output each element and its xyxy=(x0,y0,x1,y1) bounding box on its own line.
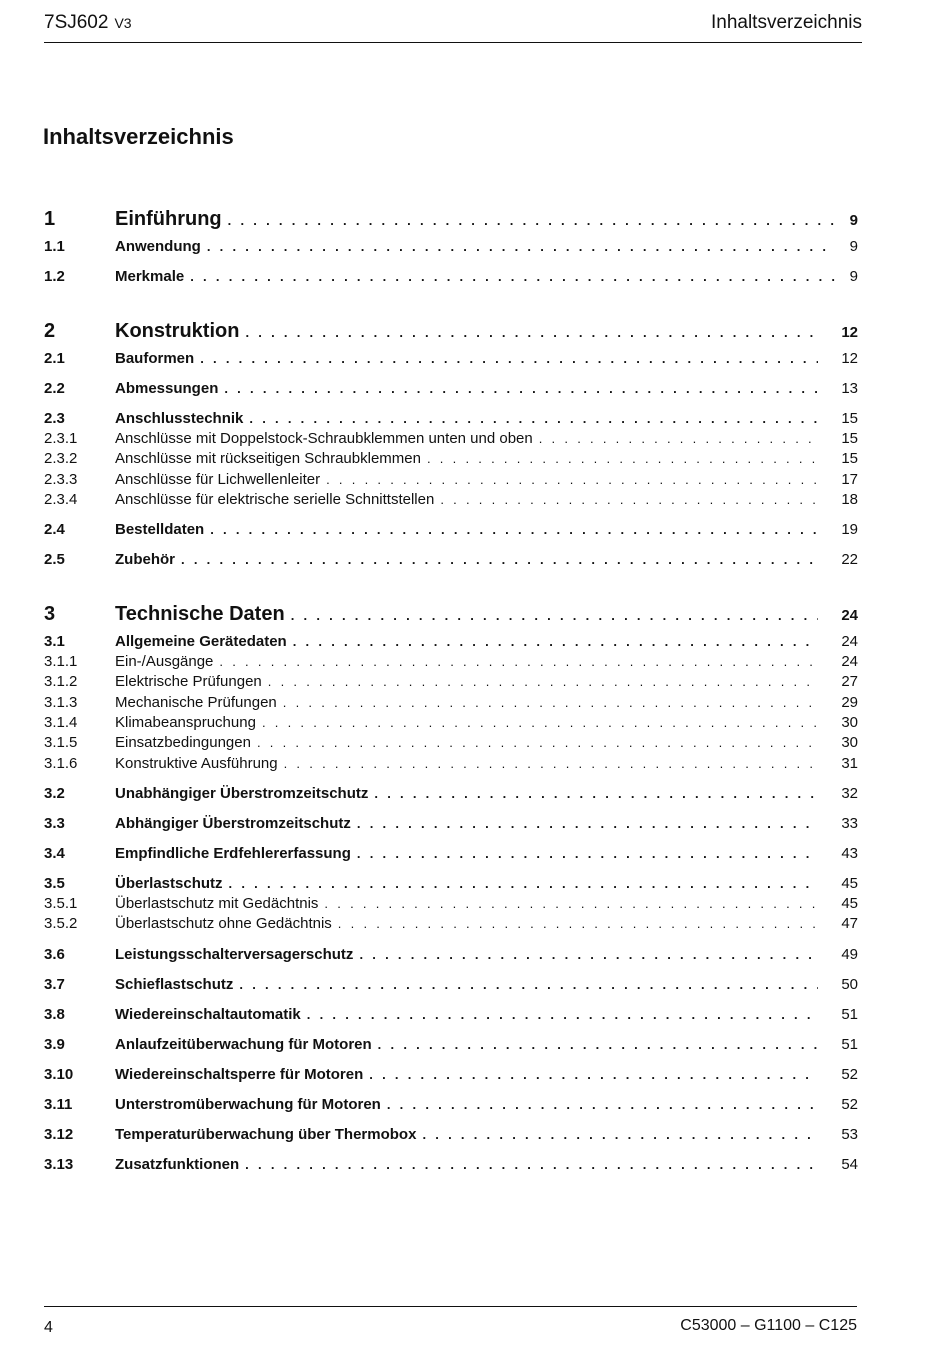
toc-chapter xyxy=(44,598,858,1174)
toc-entry-number: 3.1.4 xyxy=(44,714,78,732)
toc-entry-number: 3.1 xyxy=(44,633,65,651)
dot-leader xyxy=(207,237,836,257)
dot-leader xyxy=(378,1035,818,1055)
toc-entry-number: 3.10 xyxy=(44,1065,74,1083)
toc-entry[interactable] xyxy=(44,1095,858,1115)
dot-leader xyxy=(326,470,818,490)
toc-entry-title: Mechanische Prüfungen xyxy=(115,693,277,711)
toc-entry-number: 2.4 xyxy=(44,521,65,539)
dot-leader xyxy=(219,652,818,672)
toc-entry-title: Anschlusstechnik xyxy=(115,410,244,427)
toc-entry-page: 51 xyxy=(841,1005,858,1023)
toc-entry-title: Ein-/Ausgänge xyxy=(115,653,214,671)
toc-entry-page: 51 xyxy=(841,1035,858,1053)
toc-entry-page: 49 xyxy=(841,945,858,963)
toc-entry-page: 15 xyxy=(841,430,858,447)
toc-entry[interactable] xyxy=(44,315,858,347)
toc-entry-number: 3.13 xyxy=(44,1155,74,1173)
toc-entry[interactable] xyxy=(44,349,858,369)
toc-entry[interactable] xyxy=(44,693,858,713)
toc-entry-title: Überlastschutz xyxy=(115,874,223,892)
page-footer xyxy=(44,1306,857,1336)
toc-entry[interactable] xyxy=(44,429,858,449)
toc-entry[interactable] xyxy=(44,975,858,995)
toc-entry[interactable] xyxy=(44,203,858,235)
toc-entry-title: Anlaufzeitüberwachung für Motoren xyxy=(115,1035,372,1053)
toc-entry-page: 33 xyxy=(841,814,858,832)
toc-entry[interactable] xyxy=(44,449,858,469)
toc-entry-title: Allgemeine Gerätedaten xyxy=(115,633,287,651)
dot-leader xyxy=(262,713,818,733)
dot-leader xyxy=(359,945,818,965)
toc-entry[interactable] xyxy=(44,914,858,934)
toc-entry-number: 3.2 xyxy=(44,784,65,802)
toc-entry[interactable] xyxy=(44,237,858,257)
product-id: 7SJ602 xyxy=(44,12,109,33)
toc-entry[interactable] xyxy=(44,1125,858,1145)
dot-leader xyxy=(539,429,818,449)
toc-entry-title: Zusatzfunktionen xyxy=(115,1155,240,1173)
toc-entry-number: 1.2 xyxy=(44,268,65,285)
toc-entry[interactable] xyxy=(44,379,858,399)
header-section-title: Inhaltsverzeichnis xyxy=(710,12,862,33)
toc-entry-number: 2.3.4 xyxy=(44,490,78,508)
toc-entry-page: 13 xyxy=(841,380,858,397)
toc-entry-page: 15 xyxy=(841,450,858,468)
product-name xyxy=(44,12,132,34)
toc-entry-title: Überlastschutz mit Gedächtnis xyxy=(115,894,319,912)
toc-entry[interactable] xyxy=(44,733,858,753)
toc-entry-page: 32 xyxy=(841,784,858,802)
toc-entry-page: 45 xyxy=(841,894,858,912)
toc-entry-number: 3.1.5 xyxy=(44,734,78,752)
toc-entry-title: Abhängiger Überstromzeitschutz xyxy=(115,814,351,832)
toc-entry-title: Überlastschutz ohne Gedächtnis xyxy=(115,915,332,933)
toc-entry-page: 31 xyxy=(841,754,858,772)
toc-entry-title: Technische Daten xyxy=(115,603,285,626)
dot-leader xyxy=(181,550,818,570)
toc-entry-page: 27 xyxy=(841,673,858,691)
toc-entry[interactable] xyxy=(44,894,858,914)
toc-entry-number: 3.7 xyxy=(44,975,65,993)
toc-entry-page: 24 xyxy=(841,607,858,625)
toc-entry-title: Einführung xyxy=(115,208,222,230)
toc-entry[interactable] xyxy=(44,1035,858,1055)
toc-entry-title: Anschlüsse für elektrische serielle Schnittstellen xyxy=(115,490,435,508)
toc-entry-number: 3 xyxy=(44,603,56,626)
toc-entry-number: 1 xyxy=(44,208,56,230)
toc-entry-number: 3.5 xyxy=(44,874,65,892)
document-code: C53000 – G1100 – C125 xyxy=(680,1317,857,1334)
toc-entry[interactable] xyxy=(44,672,858,692)
toc-entry[interactable] xyxy=(44,409,858,429)
dot-leader xyxy=(283,693,818,713)
toc-entry-title: Zubehör xyxy=(115,551,175,569)
toc-entry-page: 22 xyxy=(841,551,858,569)
toc-entry-page: 43 xyxy=(841,844,858,862)
toc-entry-title: Bauformen xyxy=(115,350,195,367)
toc-entry-number: 2.5 xyxy=(44,551,65,569)
toc-entry-title: Anschlüsse für Lichwellenleiter xyxy=(115,470,321,488)
toc-entry[interactable] xyxy=(44,754,858,774)
toc-entry-number: 2.3.1 xyxy=(44,430,78,447)
toc-entry-number: 3.11 xyxy=(44,1095,73,1113)
toc-entry-number: 3.12 xyxy=(44,1125,74,1143)
toc-entry[interactable] xyxy=(44,598,858,630)
toc-chapter xyxy=(44,203,858,287)
toc-entry-page: 52 xyxy=(841,1095,858,1113)
dot-leader xyxy=(257,733,818,753)
toc-entry-title: Wiedereinschaltautomatik xyxy=(115,1005,301,1023)
toc-entry-page: 30 xyxy=(841,714,858,732)
toc-entry-number: 2 xyxy=(44,320,56,342)
toc-entry-page: 18 xyxy=(841,490,858,508)
toc-entry[interactable] xyxy=(44,550,858,570)
toc-entry-number: 2.3 xyxy=(44,410,65,427)
dot-leader xyxy=(357,814,818,834)
dot-leader xyxy=(210,520,818,540)
toc-entry[interactable] xyxy=(44,490,858,510)
toc-entry[interactable] xyxy=(44,632,858,652)
dot-leader xyxy=(200,349,818,369)
toc-chapter xyxy=(44,315,858,570)
toc-entry[interactable] xyxy=(44,1065,858,1085)
dot-leader xyxy=(324,894,818,914)
page-header xyxy=(44,10,862,43)
toc-entry-page: 9 xyxy=(849,268,858,285)
toc-entry[interactable] xyxy=(44,784,858,804)
toc-entry-number: 3.5.1 xyxy=(44,894,78,912)
toc-entry-number: 3.1.3 xyxy=(44,693,78,711)
dot-leader xyxy=(249,409,818,429)
dot-leader xyxy=(268,672,818,692)
toc-entry-number: 3.8 xyxy=(44,1005,65,1023)
toc-entry-title: Abmessungen xyxy=(115,380,219,397)
toc-entry-number: 3.5.2 xyxy=(44,915,78,933)
toc-entry-number: 3.3 xyxy=(44,814,65,832)
toc-entry-title: Empfindliche Erdfehlererfassung xyxy=(115,844,351,862)
toc-entry-number: 3.9 xyxy=(44,1035,65,1053)
toc-entry-title: Leistungsschalterversagerschutz xyxy=(115,945,354,963)
dot-leader xyxy=(284,754,818,774)
toc-entry-title: Konstruktion xyxy=(115,320,240,342)
toc-entry-title: Elektrische Prüfungen xyxy=(115,673,262,691)
toc-entry-title: Anschlüsse mit Doppelstock-Schraubklemmen unten und oben xyxy=(115,430,533,447)
dot-leader xyxy=(293,632,818,652)
toc-entry-page: 30 xyxy=(841,734,858,752)
toc-entry-page: 50 xyxy=(841,975,858,993)
toc-entry-page: 47 xyxy=(841,915,858,933)
toc-entry-page: 54 xyxy=(841,1155,858,1173)
toc-entry[interactable] xyxy=(44,470,858,490)
toc-entry-page: 45 xyxy=(841,874,858,892)
toc-entry[interactable] xyxy=(44,713,858,733)
page-number: 4 xyxy=(44,1319,53,1336)
dot-leader xyxy=(387,1095,818,1115)
dot-leader xyxy=(245,1155,818,1175)
dot-leader xyxy=(245,317,818,349)
toc-entry-number: 3.6 xyxy=(44,945,65,963)
toc-entry-number: 2.2 xyxy=(44,380,65,397)
toc-entry-title: Temperaturüberwachung über Thermobox xyxy=(115,1125,417,1143)
dot-leader xyxy=(338,914,818,934)
toc-entry[interactable] xyxy=(44,267,858,287)
dot-leader xyxy=(374,784,818,804)
dot-leader xyxy=(291,600,818,632)
toc-entry-number: 2.1 xyxy=(44,350,65,367)
toc-entry-title: Unterstromüberwachung für Motoren xyxy=(115,1095,381,1113)
toc-entry-title: Unabhängiger Überstromzeitschutz xyxy=(115,784,369,802)
toc-entry-number: 3.1.6 xyxy=(44,754,78,772)
dot-leader xyxy=(239,975,818,995)
toc-entry-page: 15 xyxy=(841,410,858,427)
product-version: V3 xyxy=(114,15,132,31)
dot-leader xyxy=(228,205,836,237)
toc-entry-title: Wiedereinschaltsperre für Motoren xyxy=(115,1065,364,1083)
toc-entry-number: 2.3.2 xyxy=(44,450,78,468)
toc-entry-page: 9 xyxy=(849,238,858,255)
toc-entry-number: 3.1.2 xyxy=(44,673,78,691)
toc-entry-page: 53 xyxy=(841,1125,858,1143)
dot-leader xyxy=(224,379,818,399)
dot-leader xyxy=(440,490,818,510)
dot-leader xyxy=(229,874,818,894)
toc-entry-page: 12 xyxy=(841,324,858,341)
toc-entry-number: 3.4 xyxy=(44,844,65,862)
toc-entry-number: 3.1.1 xyxy=(44,653,78,671)
dot-leader xyxy=(422,1125,818,1145)
toc-entry-page: 19 xyxy=(841,521,858,539)
toc-entry-title: Merkmale xyxy=(115,268,185,285)
dot-leader xyxy=(357,844,818,864)
toc-entry-title: Konstruktive Ausführung xyxy=(115,754,278,772)
dot-leader xyxy=(307,1005,818,1025)
dot-leader xyxy=(427,449,818,469)
toc-entry[interactable] xyxy=(44,844,858,864)
toc-entry-title: Bestelldaten xyxy=(115,521,205,539)
toc-entry-page: 24 xyxy=(841,633,858,651)
toc-entry-page: 52 xyxy=(841,1065,858,1083)
toc-entry-page: 17 xyxy=(841,470,858,488)
toc-entry[interactable] xyxy=(44,520,858,540)
toc-entry[interactable] xyxy=(44,945,858,965)
toc-entry-title: Anschlüsse mit rückseitigen Schraubklemmen xyxy=(115,450,421,468)
toc-entry[interactable] xyxy=(44,814,858,834)
toc-entry[interactable] xyxy=(44,1155,858,1175)
toc-entry-number: 2.3.3 xyxy=(44,470,78,488)
toc-entry-title: Anwendung xyxy=(115,238,201,255)
toc-entry-title: Klimabeanspruchung xyxy=(115,714,256,732)
toc-entry-title: Schieflastschutz xyxy=(115,975,234,993)
toc-entry[interactable] xyxy=(44,1005,858,1025)
dot-leader xyxy=(369,1065,818,1085)
table-of-contents xyxy=(44,203,858,1203)
toc-entry-number: 1.1 xyxy=(44,238,65,255)
dot-leader xyxy=(190,267,836,287)
toc-entry-page: 12 xyxy=(841,350,858,367)
page-title: Inhaltsverzeichnis xyxy=(43,124,234,149)
toc-entry-page: 29 xyxy=(841,693,858,711)
toc-entry-title: Einsatzbedingungen xyxy=(115,734,251,752)
toc-entry[interactable] xyxy=(44,874,858,894)
toc-entry-page: 24 xyxy=(841,653,858,671)
toc-entry[interactable] xyxy=(44,652,858,672)
toc-entry-page: 9 xyxy=(849,212,858,229)
